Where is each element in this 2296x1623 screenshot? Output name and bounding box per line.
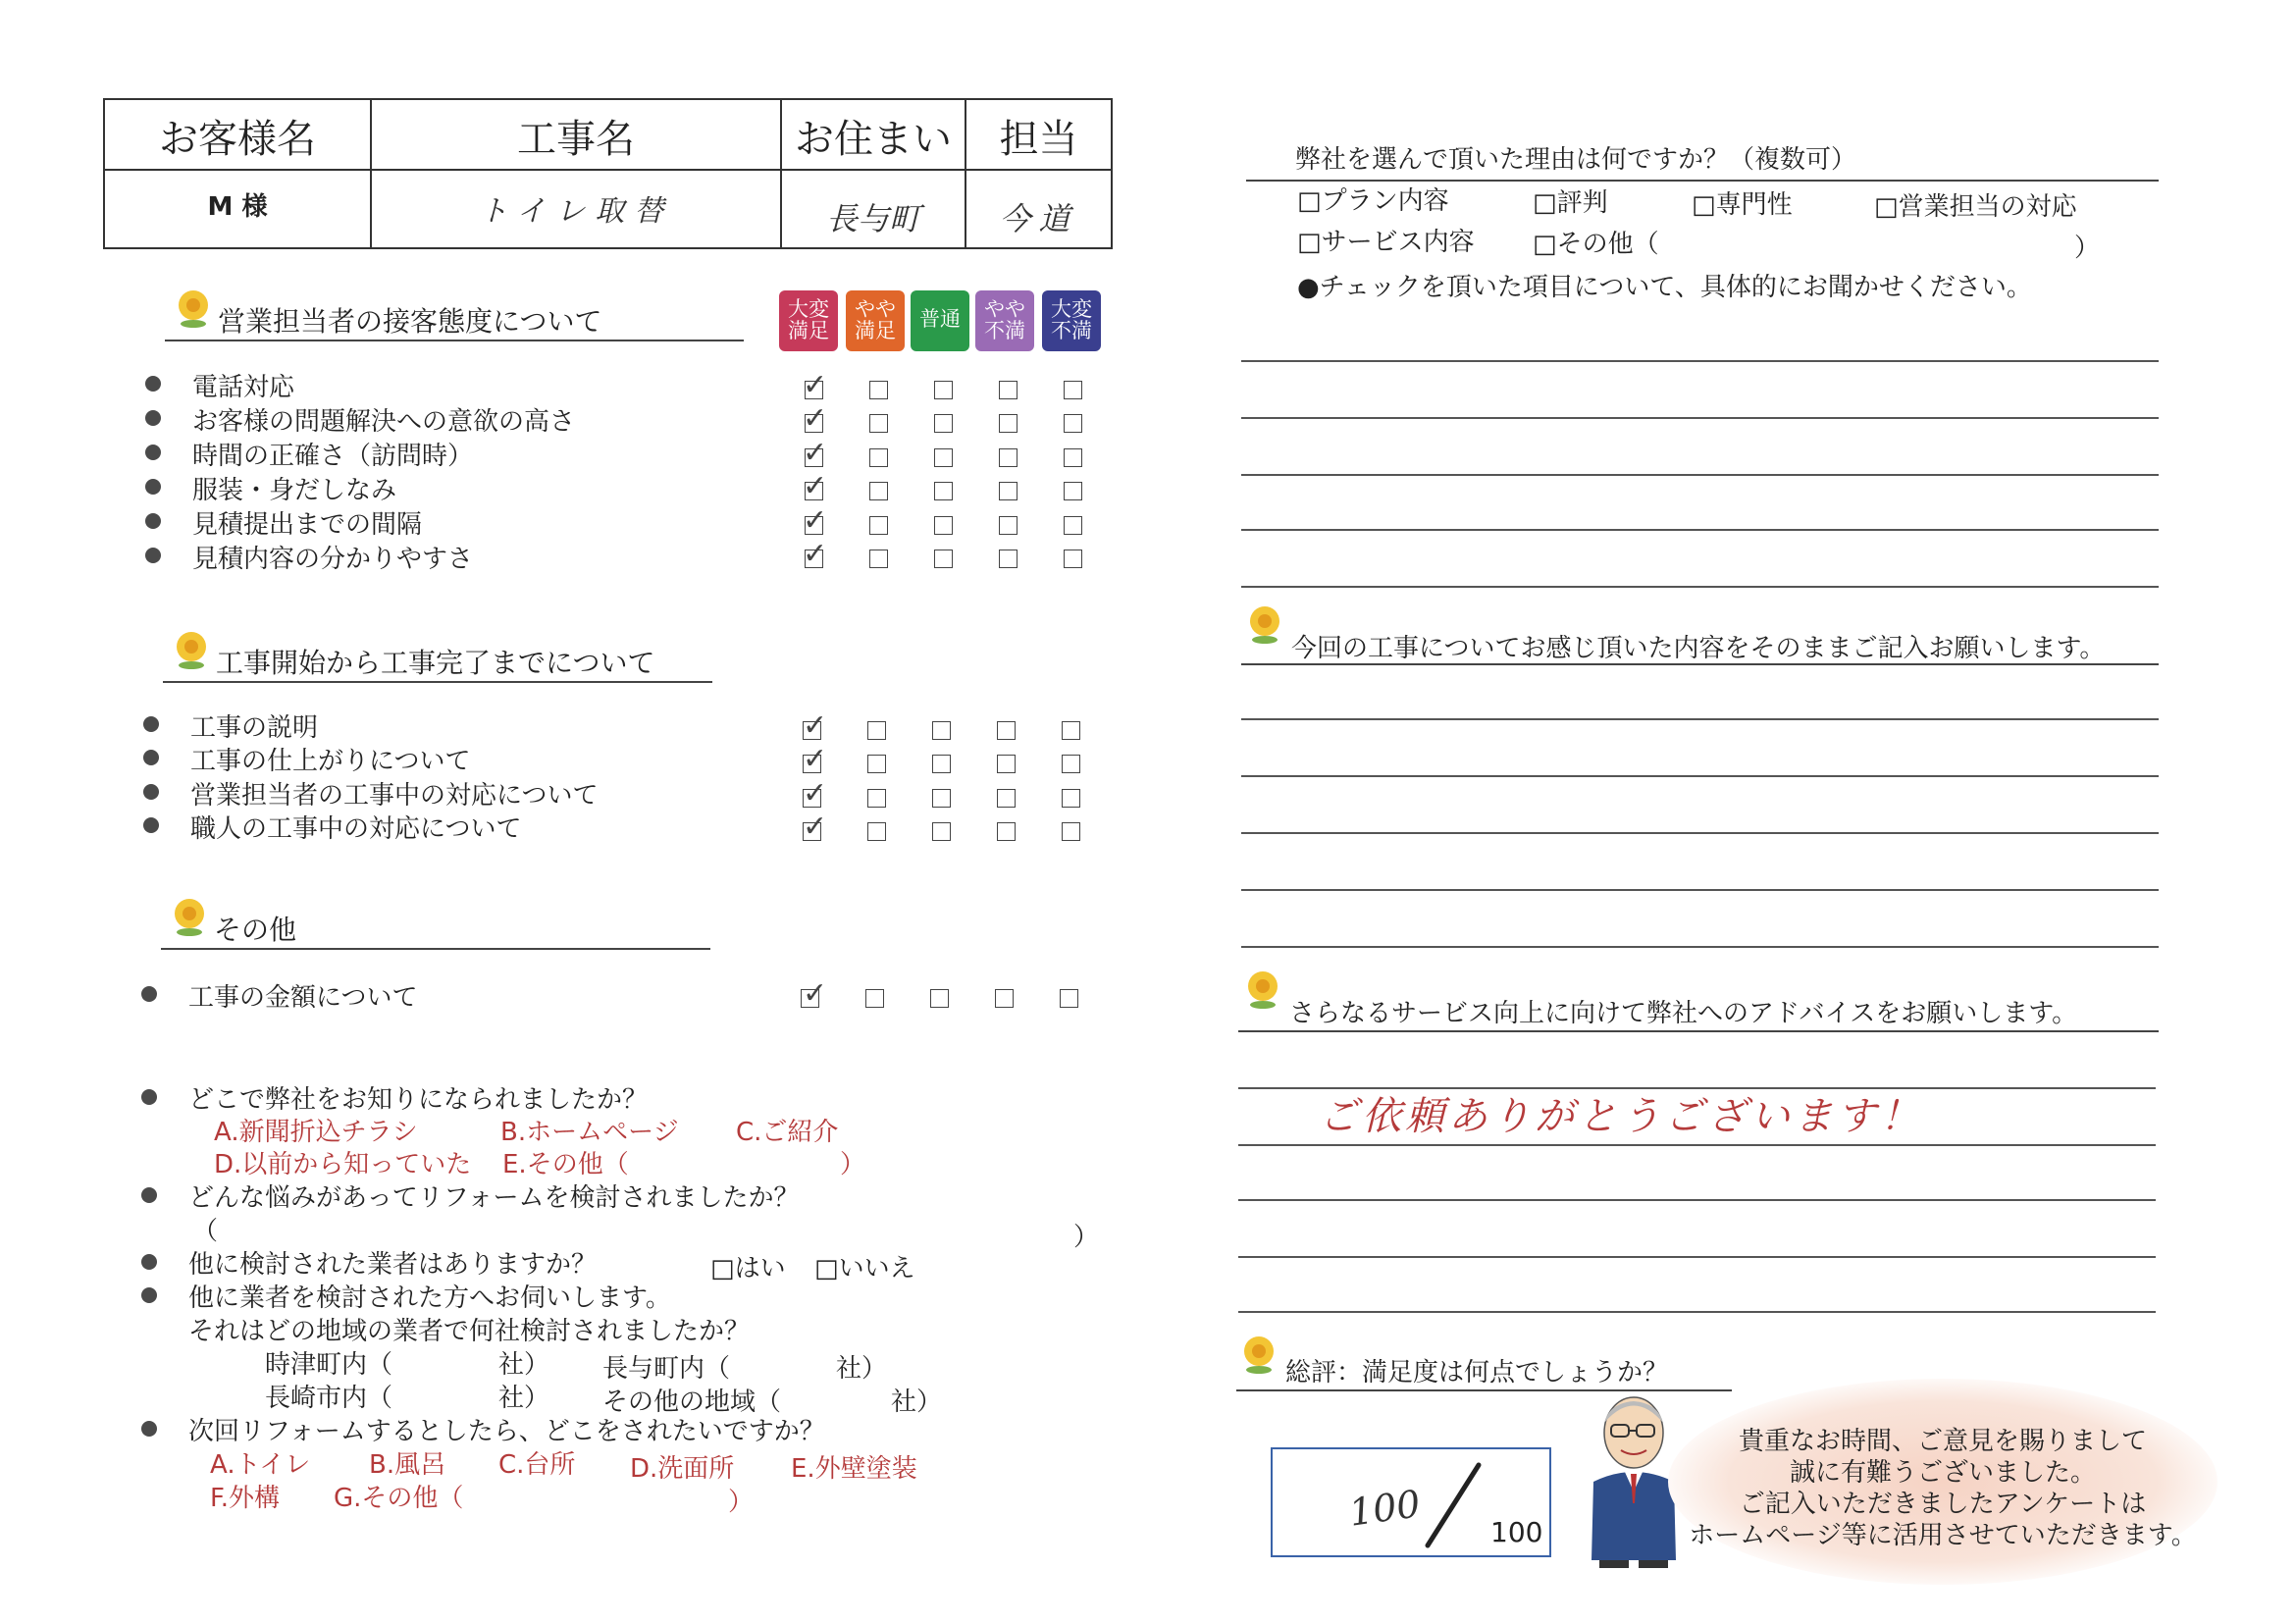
reason-expertise: □専門性 bbox=[1692, 190, 1793, 220]
check-mark-icon: ✓ bbox=[803, 537, 828, 571]
rating-checkbox[interactable] bbox=[869, 448, 888, 467]
header-staff: 担当 bbox=[999, 117, 1078, 162]
rating-checkbox[interactable] bbox=[867, 721, 886, 740]
rating-checkbox[interactable] bbox=[997, 789, 1016, 808]
header-residence: お住まい bbox=[795, 117, 952, 162]
option-b: B.ホームページ bbox=[500, 1118, 679, 1147]
rating-checkbox[interactable] bbox=[1062, 721, 1080, 740]
area-togitsu: 時津町内（ bbox=[265, 1350, 393, 1380]
list-item: 職人の工事中の対応について bbox=[190, 814, 522, 844]
option-f: F.外構 bbox=[210, 1484, 281, 1513]
check-mark-icon: ✓ bbox=[803, 503, 828, 538]
check-mark-icon: ✓ bbox=[803, 469, 828, 503]
reason-sales-response: □営業担当の対応 bbox=[1874, 192, 2077, 222]
section-title: 工事開始から工事完了までについて bbox=[216, 647, 655, 679]
open-paren: （ bbox=[192, 1217, 219, 1246]
option-c: C.台所 bbox=[498, 1450, 576, 1480]
rating-checkbox[interactable] bbox=[934, 550, 953, 568]
reason-service: □サービス内容 bbox=[1297, 228, 1475, 257]
rating-checkbox[interactable] bbox=[867, 822, 886, 841]
table-row-divider bbox=[105, 169, 1111, 171]
advice-handwritten-answer: ご依頼ありがとうございます！ bbox=[1319, 1094, 1923, 1139]
rating-checkbox[interactable] bbox=[934, 516, 953, 535]
rating-checkbox[interactable] bbox=[1064, 516, 1082, 535]
score-value: 100 bbox=[1346, 1482, 1424, 1535]
check-mark-icon: ✓ bbox=[803, 976, 828, 1011]
rating-checkbox[interactable] bbox=[1062, 789, 1080, 808]
option-e: E.その他（ bbox=[502, 1150, 629, 1179]
rating-checkbox[interactable] bbox=[869, 482, 888, 500]
area-unit: 社） bbox=[891, 1387, 943, 1417]
check-mark-icon: ✓ bbox=[803, 776, 828, 811]
flower-icon bbox=[1242, 1336, 1276, 1370]
check-mark-icon: ✓ bbox=[803, 436, 828, 470]
rating-checkbox[interactable] bbox=[934, 448, 953, 467]
rating-checkbox[interactable] bbox=[932, 822, 951, 841]
check-mark-icon: ✓ bbox=[803, 810, 828, 844]
question-text: どこで弊社をお知りになられましたか？ bbox=[188, 1085, 649, 1115]
rating-checkbox[interactable] bbox=[932, 755, 951, 773]
question-text: 他に業者を検討された方へお伺いします。 bbox=[188, 1283, 671, 1313]
rating-checkbox[interactable] bbox=[869, 550, 888, 568]
check-mark-icon: ✓ bbox=[803, 368, 828, 402]
advice-title: さらなるサービス向上に向けて弊社へのアドバイスをお願いします。 bbox=[1289, 999, 2078, 1028]
rating-checkbox[interactable] bbox=[999, 414, 1018, 433]
option-c: C.ご紹介 bbox=[736, 1118, 839, 1147]
thanks-line: ホームページ等に活用させていただきます。 bbox=[1689, 1521, 2197, 1550]
option-a: A.トイレ bbox=[210, 1450, 311, 1480]
close-paren: ） bbox=[840, 1150, 866, 1179]
thanks-line: 誠に有難うございました。 bbox=[1789, 1458, 2096, 1488]
rating-checkbox[interactable] bbox=[997, 822, 1016, 841]
impression-title: 今回の工事についてお感じ頂いた内容をそのままご記入お願いします。 bbox=[1291, 634, 2106, 663]
reason-other: □その他（ bbox=[1533, 230, 1659, 259]
score-max: 100 bbox=[1490, 1516, 1543, 1548]
rating-checkbox[interactable] bbox=[932, 721, 951, 740]
scale-label: やや 不満 bbox=[984, 297, 1025, 342]
header-customer-name: お客様名 bbox=[159, 117, 316, 162]
option-a: A.新聞折込チラシ bbox=[214, 1118, 418, 1147]
section-underline bbox=[165, 340, 744, 341]
area-nagayo: 長与町内（ bbox=[602, 1354, 731, 1384]
list-item: 電話対応 bbox=[192, 373, 295, 402]
reason-title: 弊社を選んで頂いた理由は何ですか？（複数可） bbox=[1295, 145, 1857, 175]
close-paren: ） bbox=[1073, 1223, 1100, 1252]
rating-checkbox[interactable] bbox=[999, 448, 1018, 467]
rating-checkbox[interactable] bbox=[1064, 482, 1082, 500]
customer-name-value: M 様 bbox=[207, 192, 268, 222]
list-item: 見積提出までの間隔 bbox=[192, 510, 423, 540]
scale-label: 大変 不満 bbox=[1051, 297, 1092, 342]
check-mark-icon: ✓ bbox=[803, 742, 828, 776]
check-mark-icon: ✓ bbox=[803, 708, 828, 743]
question-text-2: それはどの地域の業者で何社検討されましたか？ bbox=[188, 1317, 751, 1346]
section-underline bbox=[1241, 663, 2159, 665]
option-b: B.風呂 bbox=[369, 1450, 446, 1480]
flower-icon bbox=[175, 632, 208, 665]
rating-checkbox[interactable] bbox=[1064, 550, 1082, 568]
option-d: D.洗面所 bbox=[630, 1454, 735, 1484]
scale-very-satisfied bbox=[779, 290, 838, 351]
option-g: G.その他（ bbox=[334, 1484, 464, 1513]
reason-plan: □プラン内容 bbox=[1297, 186, 1449, 216]
list-item: 工事の金額について bbox=[188, 983, 418, 1013]
rating-checkbox[interactable] bbox=[999, 482, 1018, 500]
reason-reputation: □評判 bbox=[1533, 188, 1608, 218]
list-item: 営業担当者の工事中の対応について bbox=[190, 781, 599, 811]
rating-checkbox[interactable] bbox=[999, 381, 1018, 399]
section-underline bbox=[1238, 1030, 2159, 1032]
section-underline bbox=[163, 681, 712, 683]
list-item: 工事の仕上がりについて bbox=[190, 747, 471, 776]
rating-checkbox[interactable] bbox=[934, 414, 953, 433]
flower-icon bbox=[177, 290, 210, 324]
rating-checkbox[interactable] bbox=[934, 381, 953, 399]
section-title: 営業担当者の接客態度について bbox=[218, 305, 602, 338]
area-unit: 社） bbox=[498, 1350, 550, 1380]
scale-somewhat-satisfied bbox=[846, 290, 905, 351]
option-no: □いいえ bbox=[814, 1254, 915, 1283]
scale-label: 大変 満足 bbox=[788, 297, 829, 342]
rating-checkbox[interactable] bbox=[995, 989, 1014, 1008]
question-text: 次回リフォームするとしたら、どこをされたいですか？ bbox=[188, 1417, 825, 1446]
scale-very-dissatisfied bbox=[1042, 290, 1101, 351]
check-mark-icon: ✓ bbox=[803, 401, 828, 436]
rating-checkbox[interactable] bbox=[867, 755, 886, 773]
rating-checkbox[interactable] bbox=[930, 989, 949, 1008]
overall-title: 総評：満足度は何点でしょうか？ bbox=[1285, 1358, 1669, 1387]
flower-icon bbox=[1248, 606, 1281, 640]
rating-checkbox[interactable] bbox=[869, 516, 888, 535]
thanks-line: ご記入いただきましたアンケートは bbox=[1739, 1490, 2147, 1519]
option-d: D.以前から知っていた bbox=[214, 1150, 472, 1179]
header-project-name: 工事名 bbox=[517, 117, 635, 162]
scale-somewhat-dissatisfied bbox=[975, 290, 1034, 351]
scale-neutral bbox=[911, 290, 969, 351]
close-paren: ） bbox=[728, 1488, 755, 1517]
rating-checkbox[interactable] bbox=[1064, 381, 1082, 399]
list-item: 服装・身だしなみ bbox=[192, 476, 397, 505]
rating-checkbox[interactable] bbox=[934, 482, 953, 500]
list-item: お客様の問題解決への意欲の高さ bbox=[192, 407, 576, 437]
rating-checkbox[interactable] bbox=[1062, 822, 1080, 841]
section-underline bbox=[161, 948, 710, 950]
residence-value: 長与町 bbox=[825, 200, 920, 237]
project-name-value: トイレ取替 bbox=[478, 194, 674, 229]
rating-checkbox[interactable] bbox=[869, 381, 888, 399]
rating-checkbox[interactable] bbox=[865, 989, 884, 1008]
list-item: 見積内容の分かりやすさ bbox=[192, 545, 474, 574]
rating-checkbox[interactable] bbox=[932, 789, 951, 808]
option-e: E.外壁塗装 bbox=[791, 1454, 917, 1484]
reason-detail-instruction: ●チェックを頂いた項目について、具体的にお聞かせください。 bbox=[1297, 273, 2032, 302]
area-unit: 社） bbox=[836, 1354, 888, 1384]
scale-label: 普通 bbox=[919, 307, 961, 331]
list-item: 時間の正確さ（訪問時） bbox=[192, 442, 474, 471]
option-yes: □はい bbox=[710, 1254, 786, 1283]
question-text: どんな悩みがあってリフォームを検討されましたか？ bbox=[188, 1183, 800, 1213]
staff-value: 今道 bbox=[999, 200, 1078, 237]
thanks-line: 貴重なお時間、ご意見を賜りまして bbox=[1738, 1427, 2147, 1456]
rating-checkbox[interactable] bbox=[997, 755, 1016, 773]
rating-checkbox[interactable] bbox=[867, 789, 886, 808]
score-slash bbox=[1420, 1461, 1488, 1549]
rating-checkbox[interactable] bbox=[1064, 414, 1082, 433]
section-title: その他 bbox=[214, 914, 297, 946]
customer-table bbox=[103, 98, 1113, 249]
area-nagasaki: 長崎市内（ bbox=[265, 1384, 393, 1413]
list-item: 工事の説明 bbox=[190, 713, 319, 743]
score-box bbox=[1271, 1447, 1551, 1557]
rating-checkbox[interactable] bbox=[997, 721, 1016, 740]
section-underline bbox=[1236, 1389, 1732, 1391]
question-text: 他に検討された業者はありますか？ bbox=[188, 1250, 598, 1280]
rating-checkbox[interactable] bbox=[869, 414, 888, 433]
rating-checkbox[interactable] bbox=[1060, 989, 1078, 1008]
close-paren: ） bbox=[2074, 234, 2101, 263]
area-other: その他の地域（ bbox=[602, 1387, 782, 1417]
rating-checkbox[interactable] bbox=[1062, 755, 1080, 773]
rating-checkbox[interactable] bbox=[1064, 448, 1082, 467]
area-unit: 社） bbox=[498, 1384, 550, 1413]
rating-checkbox[interactable] bbox=[999, 550, 1018, 568]
scale-label: やや 満足 bbox=[855, 297, 896, 342]
flower-icon bbox=[173, 899, 206, 932]
flower-icon bbox=[1246, 971, 1279, 1005]
rating-checkbox[interactable] bbox=[999, 516, 1018, 535]
